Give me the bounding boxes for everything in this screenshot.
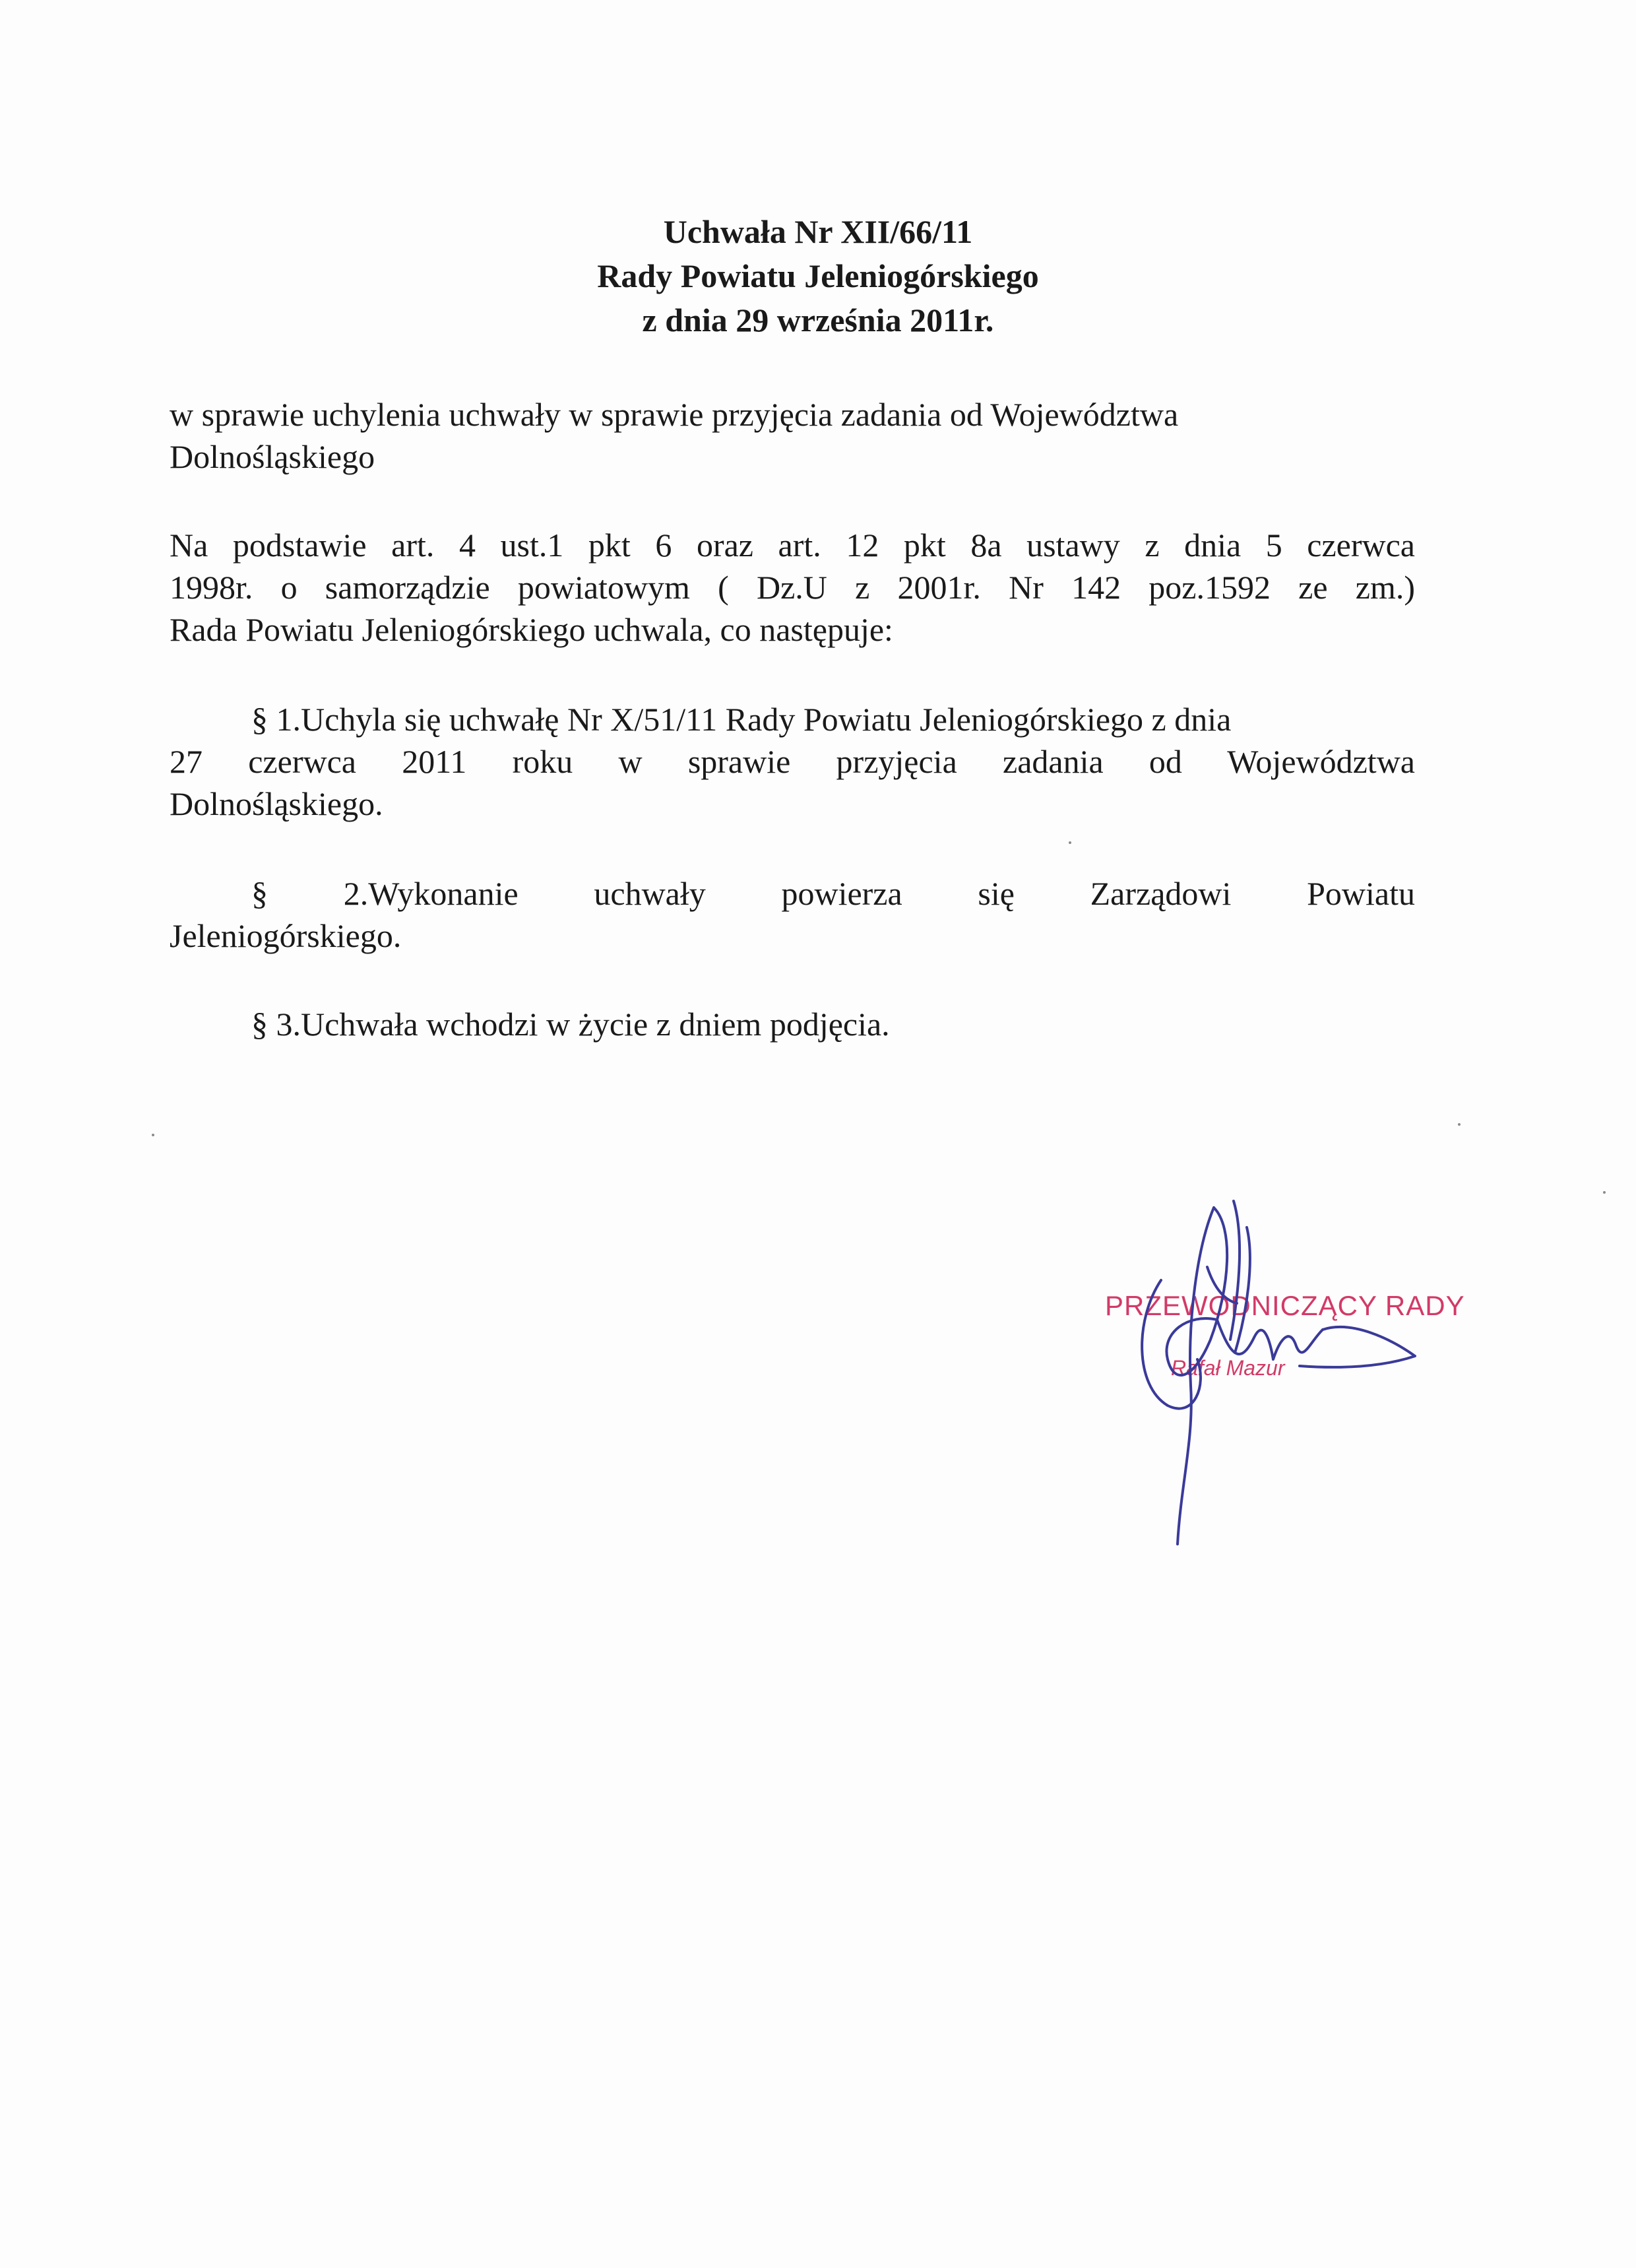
resolution-number: Uchwała Nr XII/66/11 xyxy=(663,213,973,250)
issuing-body: Rady Powiatu Jeleniogórskiego xyxy=(597,257,1039,294)
scan-speck xyxy=(1458,1123,1461,1126)
paragraph-2 xyxy=(170,872,1415,957)
subject-line-1: w sprawie uchylenia uchwały w sprawie przyjęcia zadania od Województwa xyxy=(170,396,1179,433)
scan-speck xyxy=(152,1134,154,1136)
scan-speck xyxy=(1603,1191,1606,1194)
paragraph-1-line-3: Dolnośląskiego. xyxy=(170,785,383,822)
paragraph-1-line-1: § 1.Uchyla się uchwałę Nr X/51/11 Rady Powiatu Jeleniogórskiego z dnia xyxy=(251,701,1232,738)
legal-basis-line-3: Rada Powiatu Jeleniogórskiego uchwala, co następuje: xyxy=(170,611,893,648)
resolution-date: z dnia 29 września 2011r. xyxy=(642,302,994,339)
paragraph-2-line-1: § 2.Wykonanie uchwały powierza się Zarządowi Powiatu xyxy=(251,875,1415,912)
paragraph-3-line-1: § 3.Uchwała wchodzi w życie z dniem podjęcia. xyxy=(251,1006,890,1043)
legal-basis xyxy=(170,524,1415,651)
legal-basis-line-1: Na podstawie art. 4 ust.1 pkt 6 oraz art. 12 pkt 8a ustawy z dnia 5 czerwca xyxy=(170,527,1415,564)
stamp-name: Rafał Mazur xyxy=(1171,1356,1285,1380)
paragraph-1 xyxy=(170,698,1415,825)
stamp-title: PRZEWODNICZĄCY RADY xyxy=(1105,1290,1465,1321)
resolution-header xyxy=(0,210,1636,342)
paragraph-1-line-2: 27 czerwca 2011 roku w sprawie przyjęcia zadania od Województwa xyxy=(170,743,1415,780)
resolution-subject xyxy=(170,393,1415,478)
handwritten-signature xyxy=(1082,1188,1425,1557)
subject-line-2: Dolnośląskiego xyxy=(170,438,375,475)
scan-speck xyxy=(1069,841,1071,844)
legal-basis-line-2: 1998r. o samorządzie powiatowym ( Dz.U z 2001r. Nr 142 poz.1592 ze zm.) xyxy=(170,569,1415,606)
paragraph-3 xyxy=(170,1003,1415,1045)
paragraph-2-line-2: Jeleniogórskiego. xyxy=(170,917,402,954)
